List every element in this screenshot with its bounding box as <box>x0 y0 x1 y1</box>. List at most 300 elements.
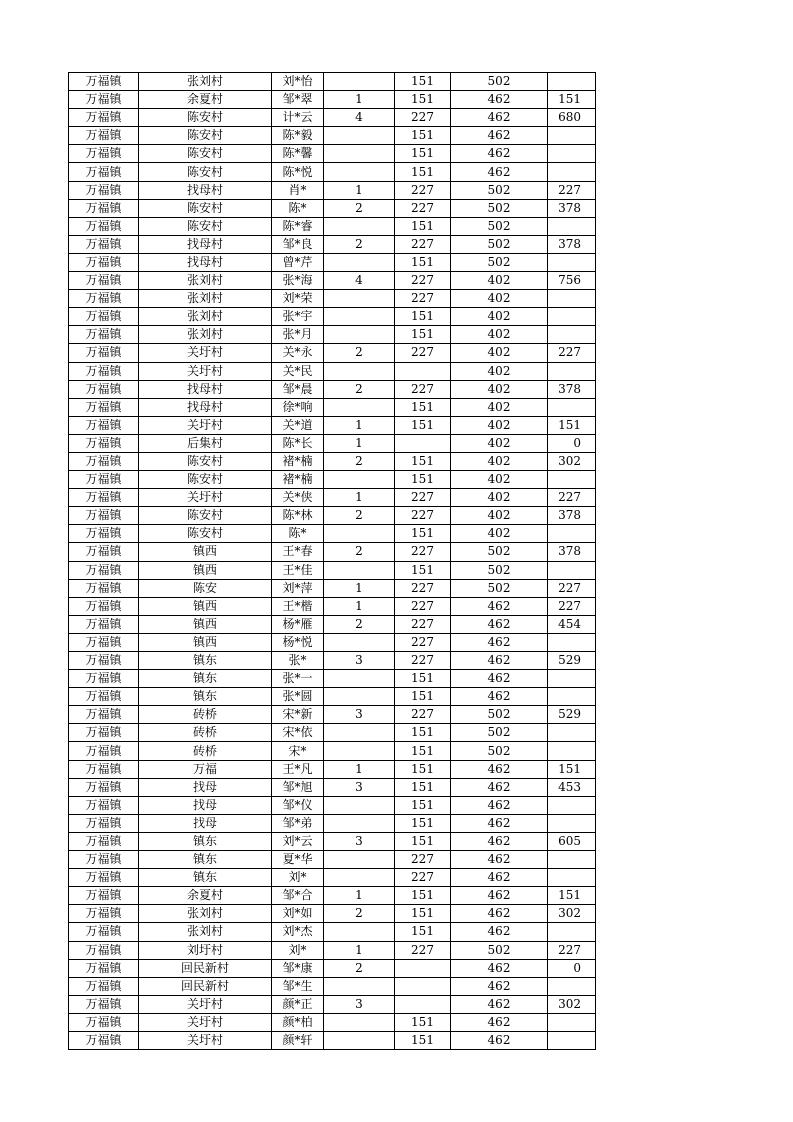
standard-b-cell: 402 <box>451 326 548 344</box>
amount-cell <box>548 796 596 814</box>
standard-b-cell: 462 <box>451 109 548 127</box>
name-cell: 颜*柏 <box>272 1013 324 1031</box>
standard-b-cell: 402 <box>451 272 548 290</box>
standard-a-cell: 227 <box>395 633 451 651</box>
household-count-cell: 3 <box>324 995 395 1013</box>
name-cell: 肖* <box>272 181 324 199</box>
amount-cell: 227 <box>548 344 596 362</box>
table-row <box>69 290 596 308</box>
household-count-cell: 2 <box>324 507 395 525</box>
table-row <box>69 235 596 253</box>
village-cell: 镇西 <box>139 615 272 633</box>
household-count-cell <box>324 796 395 814</box>
village-cell: 找母村 <box>139 235 272 253</box>
standard-a-cell: 227 <box>395 109 451 127</box>
name-cell: 陈*长 <box>272 434 324 452</box>
village-cell: 找母村 <box>139 253 272 271</box>
amount-cell <box>548 561 596 579</box>
amount-cell <box>548 1031 596 1049</box>
household-count-cell: 3 <box>324 778 395 796</box>
table-row <box>69 579 596 597</box>
household-count-cell <box>324 471 395 489</box>
table-row <box>69 127 596 145</box>
village-cell: 关圩村 <box>139 489 272 507</box>
name-cell: 刘*荣 <box>272 290 324 308</box>
standard-a-cell: 151 <box>395 217 451 235</box>
standard-b-cell: 502 <box>451 941 548 959</box>
name-cell: 刘*怡 <box>272 73 324 91</box>
household-count-cell <box>324 688 395 706</box>
name-cell: 褚*楠 <box>272 452 324 470</box>
standard-a-cell <box>395 362 451 380</box>
village-cell: 张刘村 <box>139 308 272 326</box>
amount-cell: 151 <box>548 760 596 778</box>
standard-a-cell: 151 <box>395 832 451 850</box>
records-table-body <box>69 73 596 1050</box>
amount-cell: 227 <box>548 941 596 959</box>
amount-cell <box>548 217 596 235</box>
name-cell: 刘*云 <box>272 832 324 850</box>
amount-cell: 302 <box>548 905 596 923</box>
table-row <box>69 670 596 688</box>
standard-b-cell: 462 <box>451 127 548 145</box>
table-row <box>69 145 596 163</box>
standard-b-cell: 462 <box>451 869 548 887</box>
standard-a-cell: 151 <box>395 398 451 416</box>
table-row <box>69 796 596 814</box>
household-count-cell <box>324 670 395 688</box>
household-count-cell: 3 <box>324 652 395 670</box>
town-cell: 万福镇 <box>69 344 139 362</box>
amount-cell: 227 <box>548 579 596 597</box>
village-cell: 刘圩村 <box>139 941 272 959</box>
amount-cell: 378 <box>548 235 596 253</box>
town-cell: 万福镇 <box>69 109 139 127</box>
standard-a-cell: 227 <box>395 652 451 670</box>
name-cell: 邹*翠 <box>272 91 324 109</box>
name-cell: 张*月 <box>272 326 324 344</box>
town-cell: 万福镇 <box>69 923 139 941</box>
amount-cell: 227 <box>548 181 596 199</box>
household-count-cell: 1 <box>324 91 395 109</box>
table-row <box>69 507 596 525</box>
town-cell: 万福镇 <box>69 905 139 923</box>
standard-b-cell: 462 <box>451 959 548 977</box>
name-cell: 刘* <box>272 941 324 959</box>
table-row <box>69 652 596 670</box>
table-row <box>69 923 596 941</box>
household-count-cell: 2 <box>324 905 395 923</box>
name-cell: 邹*康 <box>272 959 324 977</box>
household-count-cell: 1 <box>324 941 395 959</box>
name-cell: 陈* <box>272 525 324 543</box>
name-cell: 陈*睿 <box>272 217 324 235</box>
amount-cell <box>548 290 596 308</box>
town-cell: 万福镇 <box>69 724 139 742</box>
table-row <box>69 706 596 724</box>
name-cell: 张*圆 <box>272 688 324 706</box>
household-count-cell: 1 <box>324 887 395 905</box>
town-cell: 万福镇 <box>69 217 139 235</box>
town-cell: 万福镇 <box>69 398 139 416</box>
household-count-cell <box>324 398 395 416</box>
household-count-cell: 2 <box>324 380 395 398</box>
standard-a-cell <box>395 959 451 977</box>
standard-a-cell: 151 <box>395 145 451 163</box>
standard-a-cell: 227 <box>395 543 451 561</box>
village-cell: 砖桥 <box>139 706 272 724</box>
data-sheet <box>68 72 596 1050</box>
standard-a-cell: 151 <box>395 724 451 742</box>
amount-cell: 302 <box>548 452 596 470</box>
name-cell: 张*一 <box>272 670 324 688</box>
amount-cell: 378 <box>548 380 596 398</box>
standard-a-cell: 151 <box>395 760 451 778</box>
standard-b-cell: 462 <box>451 814 548 832</box>
name-cell: 王*春 <box>272 543 324 561</box>
standard-a-cell: 151 <box>395 778 451 796</box>
town-cell: 万福镇 <box>69 959 139 977</box>
town-cell: 万福镇 <box>69 887 139 905</box>
standard-b-cell: 462 <box>451 905 548 923</box>
name-cell: 徐*响 <box>272 398 324 416</box>
household-count-cell: 2 <box>324 543 395 561</box>
standard-b-cell: 462 <box>451 832 548 850</box>
table-row <box>69 760 596 778</box>
town-cell: 万福镇 <box>69 127 139 145</box>
village-cell: 关圩村 <box>139 1031 272 1049</box>
amount-cell <box>548 670 596 688</box>
household-count-cell <box>324 525 395 543</box>
standard-a-cell: 227 <box>395 380 451 398</box>
town-cell: 万福镇 <box>69 1013 139 1031</box>
village-cell: 余夏村 <box>139 887 272 905</box>
amount-cell <box>548 127 596 145</box>
table-row <box>69 199 596 217</box>
standard-b-cell: 502 <box>451 706 548 724</box>
town-cell: 万福镇 <box>69 362 139 380</box>
village-cell: 张刘村 <box>139 272 272 290</box>
village-cell: 陈安村 <box>139 471 272 489</box>
standard-a-cell: 151 <box>395 127 451 145</box>
village-cell: 镇东 <box>139 670 272 688</box>
standard-b-cell: 402 <box>451 416 548 434</box>
standard-a-cell: 227 <box>395 597 451 615</box>
amount-cell: 151 <box>548 416 596 434</box>
name-cell: 邹*仪 <box>272 796 324 814</box>
standard-b-cell: 462 <box>451 887 548 905</box>
standard-a-cell: 151 <box>395 91 451 109</box>
town-cell: 万福镇 <box>69 814 139 832</box>
village-cell: 镇东 <box>139 851 272 869</box>
standard-b-cell: 462 <box>451 1013 548 1031</box>
name-cell: 张*宇 <box>272 308 324 326</box>
town-cell: 万福镇 <box>69 1031 139 1049</box>
town-cell: 万福镇 <box>69 688 139 706</box>
town-cell: 万福镇 <box>69 416 139 434</box>
table-row <box>69 308 596 326</box>
name-cell: 王*凡 <box>272 760 324 778</box>
table-row <box>69 977 596 995</box>
town-cell: 万福镇 <box>69 796 139 814</box>
household-count-cell: 1 <box>324 597 395 615</box>
standard-b-cell: 462 <box>451 91 548 109</box>
household-count-cell <box>324 145 395 163</box>
standard-b-cell: 462 <box>451 615 548 633</box>
village-cell: 找母 <box>139 796 272 814</box>
amount-cell <box>548 869 596 887</box>
standard-b-cell: 462 <box>451 597 548 615</box>
standard-b-cell: 402 <box>451 489 548 507</box>
table-row <box>69 887 596 905</box>
table-row <box>69 995 596 1013</box>
standard-a-cell: 227 <box>395 344 451 362</box>
table-row <box>69 471 596 489</box>
amount-cell: 378 <box>548 543 596 561</box>
name-cell: 陈*林 <box>272 507 324 525</box>
amount-cell: 302 <box>548 995 596 1013</box>
table-row <box>69 869 596 887</box>
household-count-cell: 1 <box>324 416 395 434</box>
household-count-cell <box>324 1031 395 1049</box>
village-cell: 陈安村 <box>139 109 272 127</box>
amount-cell: 605 <box>548 832 596 850</box>
town-cell: 万福镇 <box>69 652 139 670</box>
standard-b-cell: 462 <box>451 633 548 651</box>
household-count-cell: 1 <box>324 489 395 507</box>
amount-cell: 378 <box>548 199 596 217</box>
name-cell: 邹*弟 <box>272 814 324 832</box>
household-count-cell <box>324 290 395 308</box>
name-cell: 陈*馨 <box>272 145 324 163</box>
town-cell: 万福镇 <box>69 489 139 507</box>
standard-a-cell: 151 <box>395 416 451 434</box>
table-row <box>69 778 596 796</box>
town-cell: 万福镇 <box>69 561 139 579</box>
amount-cell: 151 <box>548 887 596 905</box>
town-cell: 万福镇 <box>69 615 139 633</box>
village-cell: 关圩村 <box>139 1013 272 1031</box>
village-cell: 关圩村 <box>139 416 272 434</box>
standard-b-cell: 462 <box>451 145 548 163</box>
name-cell: 张* <box>272 652 324 670</box>
village-cell: 砖桥 <box>139 724 272 742</box>
name-cell: 张*海 <box>272 272 324 290</box>
standard-b-cell: 462 <box>451 652 548 670</box>
town-cell: 万福镇 <box>69 579 139 597</box>
standard-b-cell: 462 <box>451 796 548 814</box>
table-row <box>69 434 596 452</box>
town-cell: 万福镇 <box>69 778 139 796</box>
standard-b-cell: 462 <box>451 923 548 941</box>
standard-b-cell: 462 <box>451 670 548 688</box>
standard-b-cell: 402 <box>451 525 548 543</box>
town-cell: 万福镇 <box>69 73 139 91</box>
amount-cell <box>548 253 596 271</box>
town-cell: 万福镇 <box>69 633 139 651</box>
amount-cell: 453 <box>548 778 596 796</box>
table-row <box>69 272 596 290</box>
standard-a-cell <box>395 434 451 452</box>
town-cell: 万福镇 <box>69 471 139 489</box>
amount-cell <box>548 362 596 380</box>
standard-b-cell: 502 <box>451 217 548 235</box>
amount-cell <box>548 851 596 869</box>
amount-cell <box>548 742 596 760</box>
standard-b-cell: 502 <box>451 235 548 253</box>
name-cell: 关*道 <box>272 416 324 434</box>
records-table <box>68 72 596 1050</box>
name-cell: 邹*生 <box>272 977 324 995</box>
amount-cell <box>548 73 596 91</box>
amount-cell: 227 <box>548 489 596 507</box>
household-count-cell: 3 <box>324 832 395 850</box>
town-cell: 万福镇 <box>69 308 139 326</box>
household-count-cell: 1 <box>324 181 395 199</box>
amount-cell: 227 <box>548 597 596 615</box>
household-count-cell <box>324 73 395 91</box>
name-cell: 杨*悦 <box>272 633 324 651</box>
household-count-cell: 2 <box>324 344 395 362</box>
name-cell: 宋*新 <box>272 706 324 724</box>
table-row <box>69 326 596 344</box>
town-cell: 万福镇 <box>69 199 139 217</box>
village-cell: 找母 <box>139 778 272 796</box>
table-row <box>69 73 596 91</box>
town-cell: 万福镇 <box>69 253 139 271</box>
table-row <box>69 362 596 380</box>
standard-b-cell: 462 <box>451 977 548 995</box>
table-row <box>69 525 596 543</box>
household-count-cell <box>324 253 395 271</box>
town-cell: 万福镇 <box>69 235 139 253</box>
name-cell: 刘* <box>272 869 324 887</box>
table-row <box>69 91 596 109</box>
table-row <box>69 163 596 181</box>
standard-a-cell: 227 <box>395 235 451 253</box>
village-cell: 镇西 <box>139 597 272 615</box>
amount-cell <box>548 1013 596 1031</box>
standard-a-cell <box>395 977 451 995</box>
standard-a-cell: 227 <box>395 489 451 507</box>
table-row <box>69 633 596 651</box>
town-cell: 万福镇 <box>69 145 139 163</box>
table-row <box>69 398 596 416</box>
standard-b-cell: 402 <box>451 344 548 362</box>
village-cell: 找母村 <box>139 398 272 416</box>
standard-a-cell: 151 <box>395 905 451 923</box>
town-cell: 万福镇 <box>69 760 139 778</box>
town-cell: 万福镇 <box>69 543 139 561</box>
village-cell: 张刘村 <box>139 905 272 923</box>
town-cell: 万福镇 <box>69 977 139 995</box>
town-cell: 万福镇 <box>69 670 139 688</box>
table-row <box>69 851 596 869</box>
household-count-cell <box>324 127 395 145</box>
village-cell: 关圩村 <box>139 344 272 362</box>
standard-a-cell: 151 <box>395 670 451 688</box>
standard-a-cell: 151 <box>395 923 451 941</box>
standard-a-cell: 151 <box>395 1031 451 1049</box>
standard-b-cell: 402 <box>451 308 548 326</box>
amount-cell <box>548 308 596 326</box>
standard-a-cell: 227 <box>395 290 451 308</box>
household-count-cell <box>324 633 395 651</box>
name-cell: 陈* <box>272 199 324 217</box>
town-cell: 万福镇 <box>69 525 139 543</box>
standard-a-cell: 151 <box>395 163 451 181</box>
town-cell: 万福镇 <box>69 181 139 199</box>
standard-a-cell: 151 <box>395 308 451 326</box>
table-row <box>69 832 596 850</box>
standard-a-cell: 151 <box>395 742 451 760</box>
standard-a-cell: 227 <box>395 706 451 724</box>
village-cell: 找母 <box>139 814 272 832</box>
table-row <box>69 724 596 742</box>
household-count-cell <box>324 742 395 760</box>
standard-b-cell: 402 <box>451 380 548 398</box>
standard-a-cell: 151 <box>395 471 451 489</box>
household-count-cell: 2 <box>324 959 395 977</box>
amount-cell <box>548 326 596 344</box>
table-row <box>69 742 596 760</box>
household-count-cell <box>324 561 395 579</box>
standard-a-cell: 227 <box>395 615 451 633</box>
village-cell: 陈安村 <box>139 199 272 217</box>
standard-a-cell <box>395 995 451 1013</box>
table-row <box>69 416 596 434</box>
village-cell: 找母村 <box>139 380 272 398</box>
name-cell: 邹*合 <box>272 887 324 905</box>
table-row <box>69 597 596 615</box>
name-cell: 宋*依 <box>272 724 324 742</box>
amount-cell <box>548 633 596 651</box>
village-cell: 余夏村 <box>139 91 272 109</box>
name-cell: 刘*杰 <box>272 923 324 941</box>
name-cell: 王*佳 <box>272 561 324 579</box>
amount-cell: 756 <box>548 272 596 290</box>
name-cell: 刘*萍 <box>272 579 324 597</box>
standard-a-cell: 227 <box>395 851 451 869</box>
standard-b-cell: 462 <box>451 778 548 796</box>
village-cell: 镇东 <box>139 688 272 706</box>
household-count-cell <box>324 217 395 235</box>
household-count-cell: 2 <box>324 452 395 470</box>
table-row <box>69 109 596 127</box>
household-count-cell <box>324 362 395 380</box>
table-row <box>69 489 596 507</box>
amount-cell: 454 <box>548 615 596 633</box>
table-row <box>69 615 596 633</box>
name-cell: 邹*良 <box>272 235 324 253</box>
standard-b-cell: 462 <box>451 760 548 778</box>
town-cell: 万福镇 <box>69 706 139 724</box>
village-cell: 镇西 <box>139 543 272 561</box>
name-cell: 夏*华 <box>272 851 324 869</box>
standard-a-cell: 151 <box>395 525 451 543</box>
table-row <box>69 959 596 977</box>
town-cell: 万福镇 <box>69 851 139 869</box>
town-cell: 万福镇 <box>69 91 139 109</box>
standard-a-cell: 151 <box>395 561 451 579</box>
amount-cell <box>548 163 596 181</box>
household-count-cell <box>324 869 395 887</box>
standard-b-cell: 502 <box>451 199 548 217</box>
table-row <box>69 452 596 470</box>
amount-cell <box>548 977 596 995</box>
table-row <box>69 543 596 561</box>
standard-a-cell: 151 <box>395 253 451 271</box>
